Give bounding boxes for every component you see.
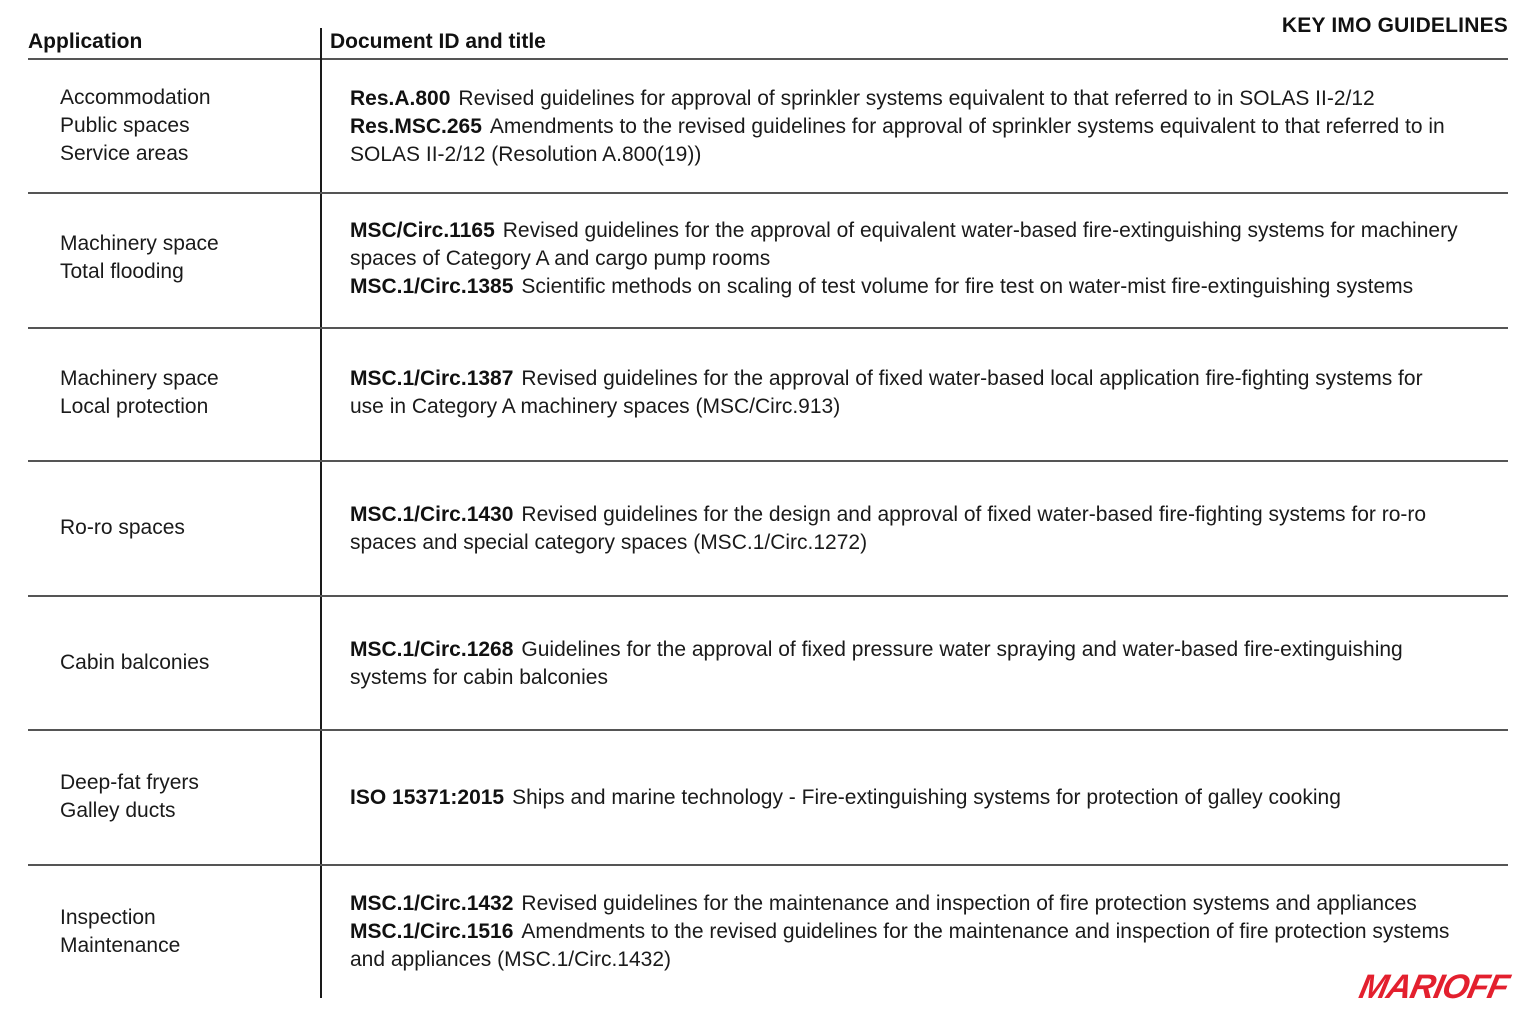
application-label: Accommodation [60, 86, 211, 109]
column-header-application: Application [28, 30, 143, 53]
table-row [28, 192, 1508, 329]
document-entry [350, 501, 1460, 557]
application-label: Public spaces [60, 114, 190, 137]
application-cell [60, 904, 320, 960]
application-cell [60, 514, 320, 542]
application-cell [60, 84, 320, 168]
page-title: KEY IMO GUIDELINES [1281, 14, 1508, 37]
document-id: ISO 15371:2015 [350, 786, 505, 809]
application-label: Galley ducts [60, 799, 176, 822]
table-row [28, 864, 1508, 998]
document-title: Revised guidelines for the maintenance and inspection of fire protection systems and appliances [521, 892, 1417, 915]
application-label: Deep-fat fryers [60, 771, 199, 794]
document-title: Revised guidelines for the design and approval of fixed water-based fire-fighting systems for ro-ro spaces and special category spaces (MSC.1/Circ.1272) [350, 503, 1427, 554]
table-row [28, 327, 1508, 462]
document-entry [350, 918, 1460, 974]
document-id: MSC.1/Circ.1268 [350, 638, 514, 661]
application-label: Machinery space [60, 367, 219, 390]
document-title: Amendments to the revised guidelines for approval of sprinkler systems equivalent to that referred to in SOLAS II-2/12 (Resolution A.800(19)) [350, 115, 1445, 166]
table-row [28, 58, 1508, 194]
document-id: MSC.1/Circ.1385 [350, 275, 514, 298]
document-title: Ships and marine technology - Fire-extinguishing systems for protection of galley cooking [512, 786, 1341, 809]
application-cell [60, 230, 320, 286]
document-id: MSC.1/Circ.1430 [350, 503, 514, 526]
column-header-document: Document ID and title [330, 30, 546, 53]
document-title: Revised guidelines for the approval of equivalent water-based fire-extinguishing systems for machinery spaces of Category A and cargo pump rooms [350, 219, 1458, 270]
table-row [28, 729, 1508, 866]
document-id: MSC.1/Circ.1387 [350, 367, 514, 390]
document-title: Amendments to the revised guidelines for the maintenance and inspection of fire protection systems and appliances (MSC.1/Circ.1432) [350, 920, 1450, 971]
document-cell [350, 501, 1460, 557]
application-label: Machinery space [60, 232, 219, 255]
document-cell [350, 890, 1460, 974]
document-entry [350, 217, 1460, 273]
application-label: Cabin balconies [60, 651, 210, 674]
marioff-logo: MARIOFF [1356, 968, 1513, 1006]
document-id: MSC.1/Circ.1432 [350, 892, 514, 915]
document-title: Revised guidelines for the approval of fixed water-based local application fire-fighting systems for use in Category A machinery spaces (MSC/Circ.913) [350, 367, 1423, 418]
application-label: Service areas [60, 142, 189, 165]
document-id: MSC/Circ.1165 [350, 219, 495, 242]
table-row [28, 595, 1508, 731]
application-label: Inspection [60, 906, 156, 929]
document-title: Revised guidelines for approval of sprinkler systems equivalent to that referred to in SOLAS II-2/12 [458, 87, 1375, 110]
application-label: Total flooding [60, 260, 184, 283]
application-label: Ro-ro spaces [60, 516, 185, 539]
application-cell [60, 769, 320, 825]
document-title: Scientific methods on scaling of test volume for fire test on water-mist fire-extinguishing systems [521, 275, 1414, 298]
document-cell [350, 784, 1460, 812]
document-entry [350, 784, 1460, 812]
document-entry [350, 890, 1460, 918]
application-cell [60, 649, 320, 677]
table-header [28, 0, 1508, 60]
application-label: Local protection [60, 395, 209, 418]
document-entry [350, 85, 1460, 113]
document-id: Res.A.800 [350, 87, 451, 110]
document-entry [350, 273, 1460, 301]
document-id: Res.MSC.265 [350, 115, 482, 138]
document-id: MSC.1/Circ.1516 [350, 920, 514, 943]
table-row [28, 460, 1508, 597]
document-cell [350, 636, 1460, 692]
document-entry [350, 636, 1460, 692]
application-cell [60, 365, 320, 421]
document-entry [350, 113, 1460, 169]
document-cell [350, 365, 1460, 421]
document-cell [350, 85, 1460, 169]
application-label: Maintenance [60, 934, 181, 957]
document-cell [350, 217, 1460, 301]
document-entry [350, 365, 1460, 421]
document-title: Guidelines for the approval of fixed pressure water spraying and water-based fire-extinguishing systems for cabin balconies [350, 638, 1403, 689]
